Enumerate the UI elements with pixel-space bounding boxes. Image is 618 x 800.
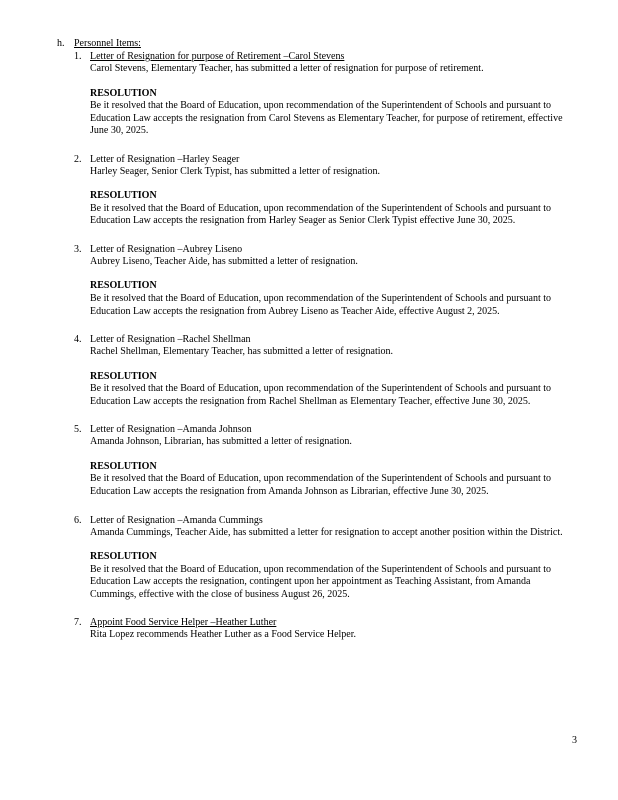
section-letter: h.: [57, 38, 65, 49]
item-summary: Rita Lopez recommends Heather Luther as a Food Service Helper.: [90, 629, 357, 641]
resolution-heading: RESOLUTION: [90, 87, 157, 99]
resolution-text: Be it resolved that the Board of Education, upon recommendation of the Superintendent of Schools and pursuant to Education Law accepts the resignation from Harley Seager as Senior Clerk Typist effective June 30, 2025.: [90, 202, 552, 227]
page-number: 3: [572, 735, 577, 746]
item-summary: Amanda Johnson, Librarian, has submitted a letter of resignation.: [90, 436, 352, 448]
item-number: 1.: [74, 51, 82, 62]
section-title: Personnel Items:: [74, 38, 141, 49]
personnel-items-list: [74, 51, 574, 658]
item-number: 3.: [74, 243, 82, 255]
item-summary: Rachel Shellman, Elementary Teacher, has submitted a letter of resignation.: [90, 346, 394, 358]
item-title: Appoint Food Service Helper –Heather Luther: [90, 617, 277, 629]
list-item-1: [74, 51, 574, 138]
resolution-heading: RESOLUTION: [90, 280, 157, 292]
item-summary: Amanda Cummings, Teacher Aide, has submitted a letter for resignation to accept another position within the District.: [90, 526, 563, 538]
resolution-text: Be it resolved that the Board of Education, upon recommendation of the Superintendent of Schools and pursuant to Education Law accepts the resignation from Amanda Johnson as Librarian, effective June 30, 2025.: [90, 473, 552, 497]
list-item-4: [74, 334, 574, 408]
list-item-6: [74, 515, 574, 602]
item-title: Letter of Resignation –Amanda Cummings: [90, 514, 263, 526]
resolution-heading: RESOLUTION: [90, 460, 157, 472]
item-summary: Harley Seager, Senior Clerk Typist, has submitted a letter of resignation.: [90, 165, 381, 177]
item-title: Letter of Resignation –Harley Seager: [90, 153, 240, 165]
item-number: 4.: [74, 334, 82, 346]
item-title: Letter of Resignation for purpose of Retirement –Carol Stevens: [90, 51, 345, 62]
item-summary: Carol Stevens, Elementary Teacher, has submitted a letter of resignation for purpose of retirement.: [90, 63, 484, 74]
item-title: Letter of Resignation –Amanda Johnson: [90, 424, 252, 436]
list-item-7: [74, 617, 574, 642]
resolution-heading: RESOLUTION: [90, 551, 157, 563]
resolution-heading: RESOLUTION: [90, 370, 157, 382]
item-number: 7.: [74, 617, 82, 629]
item-number: 2.: [74, 153, 82, 165]
resolution-text: Be it resolved that the Board of Education, upon recommendation of the Superintendent of Schools and pursuant to Education Law accepts the resignation, contingent upon her appointment as Teaching Assistant, from Amanda Cummings, effective with the close of business August 26, 2025.: [90, 563, 552, 600]
resolution-text: Be it resolved that the Board of Education, upon recommendation of the Superintendent of Schools and pursuant to Education Law accepts the resignation from Rachel Shellman as Elementary Teacher, effective June 30, 2025.: [90, 383, 552, 407]
item-number: 6.: [74, 514, 82, 526]
list-item-5: [74, 424, 574, 498]
list-item-3: [74, 244, 574, 318]
item-title: Letter of Resignation –Rachel Shellman: [90, 334, 251, 346]
item-number: 5.: [74, 424, 82, 436]
resolution-text: Be it resolved that the Board of Education, upon recommendation of the Superintendent of Schools and pursuant to Education Law accepts the resignation from Carol Stevens as Elementary Teacher, for purpose of retirement, effective June 30, 2025.: [90, 100, 563, 137]
resolution-heading: RESOLUTION: [90, 190, 157, 202]
item-summary: Aubrey Liseno, Teacher Aide, has submitted a letter of resignation.: [90, 255, 358, 267]
list-item-2: [74, 154, 574, 228]
resolution-text: Be it resolved that the Board of Education, upon recommendation of the Superintendent of Schools and pursuant to Education Law accepts the resignation from Aubrey Liseno as Teacher Aide, effective August 2, 2025.: [90, 292, 552, 317]
item-title: Letter of Resignation –Aubrey Liseno: [90, 243, 243, 255]
